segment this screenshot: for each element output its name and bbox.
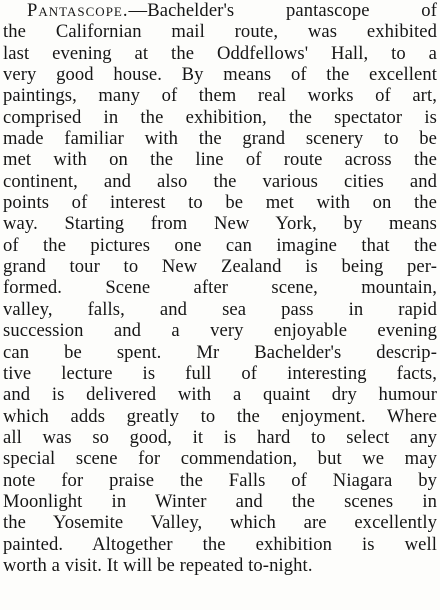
article-line: Moonlight in Winter and the scenes in bbox=[3, 490, 437, 512]
article-line: special scene for commendation, but we may bbox=[3, 448, 437, 470]
article-line: of the pictures one can imagine that the bbox=[3, 234, 437, 256]
article-line: and is delivered with a quaint dry humour bbox=[3, 384, 437, 406]
article-body bbox=[3, 0, 437, 576]
article-line: last evening at the Oddfellows' Hall, to a bbox=[3, 42, 437, 64]
article-line bbox=[3, 0, 437, 21]
article-line: paintings, many of them real works of art, bbox=[3, 85, 437, 107]
article-line: tive lecture is full of interesting facts, bbox=[3, 362, 437, 384]
article-line: points of interest to be met with on the bbox=[3, 192, 437, 214]
article-line: comprised in the exhibition, the spectator is bbox=[3, 106, 437, 128]
article-line: which adds greatly to the enjoyment. Where bbox=[3, 405, 437, 427]
article-line: grand tour to New Zealand is being per- bbox=[3, 256, 437, 278]
article-line: very good house. By means of the excellent bbox=[3, 64, 437, 86]
article-line: all was so good, it is hard to select any bbox=[3, 426, 437, 448]
article-line: succession and a very enjoyable evening bbox=[3, 320, 437, 342]
article-line: continent, and also the various cities and bbox=[3, 170, 437, 192]
article-headline: Pantascope. bbox=[27, 0, 129, 21]
article-line: made familiar with the grand scenery to be bbox=[3, 128, 437, 150]
article-line: note for praise the Falls of Niagara by bbox=[3, 469, 437, 491]
article-line-text: —Bachelder's pantascope of bbox=[128, 0, 437, 21]
article-line: way. Starting from New York, by means bbox=[3, 213, 437, 235]
article-line: formed. Scene after scene, mountain, bbox=[3, 277, 437, 299]
article-line: met with on the line of route across the bbox=[3, 149, 437, 171]
article-line: the Californian mail route, was exhibited bbox=[3, 21, 437, 43]
article-line: worth a visit. It will be repeated to-night. bbox=[3, 554, 313, 576]
article-line: valley, falls, and sea pass in rapid bbox=[3, 298, 437, 320]
article-line: the Yosemite Valley, which are excellently bbox=[3, 512, 437, 534]
article-line: painted. Altogether the exhibition is well bbox=[3, 533, 437, 555]
article-line: can be spent. Mr Bachelder's descrip- bbox=[3, 341, 437, 363]
